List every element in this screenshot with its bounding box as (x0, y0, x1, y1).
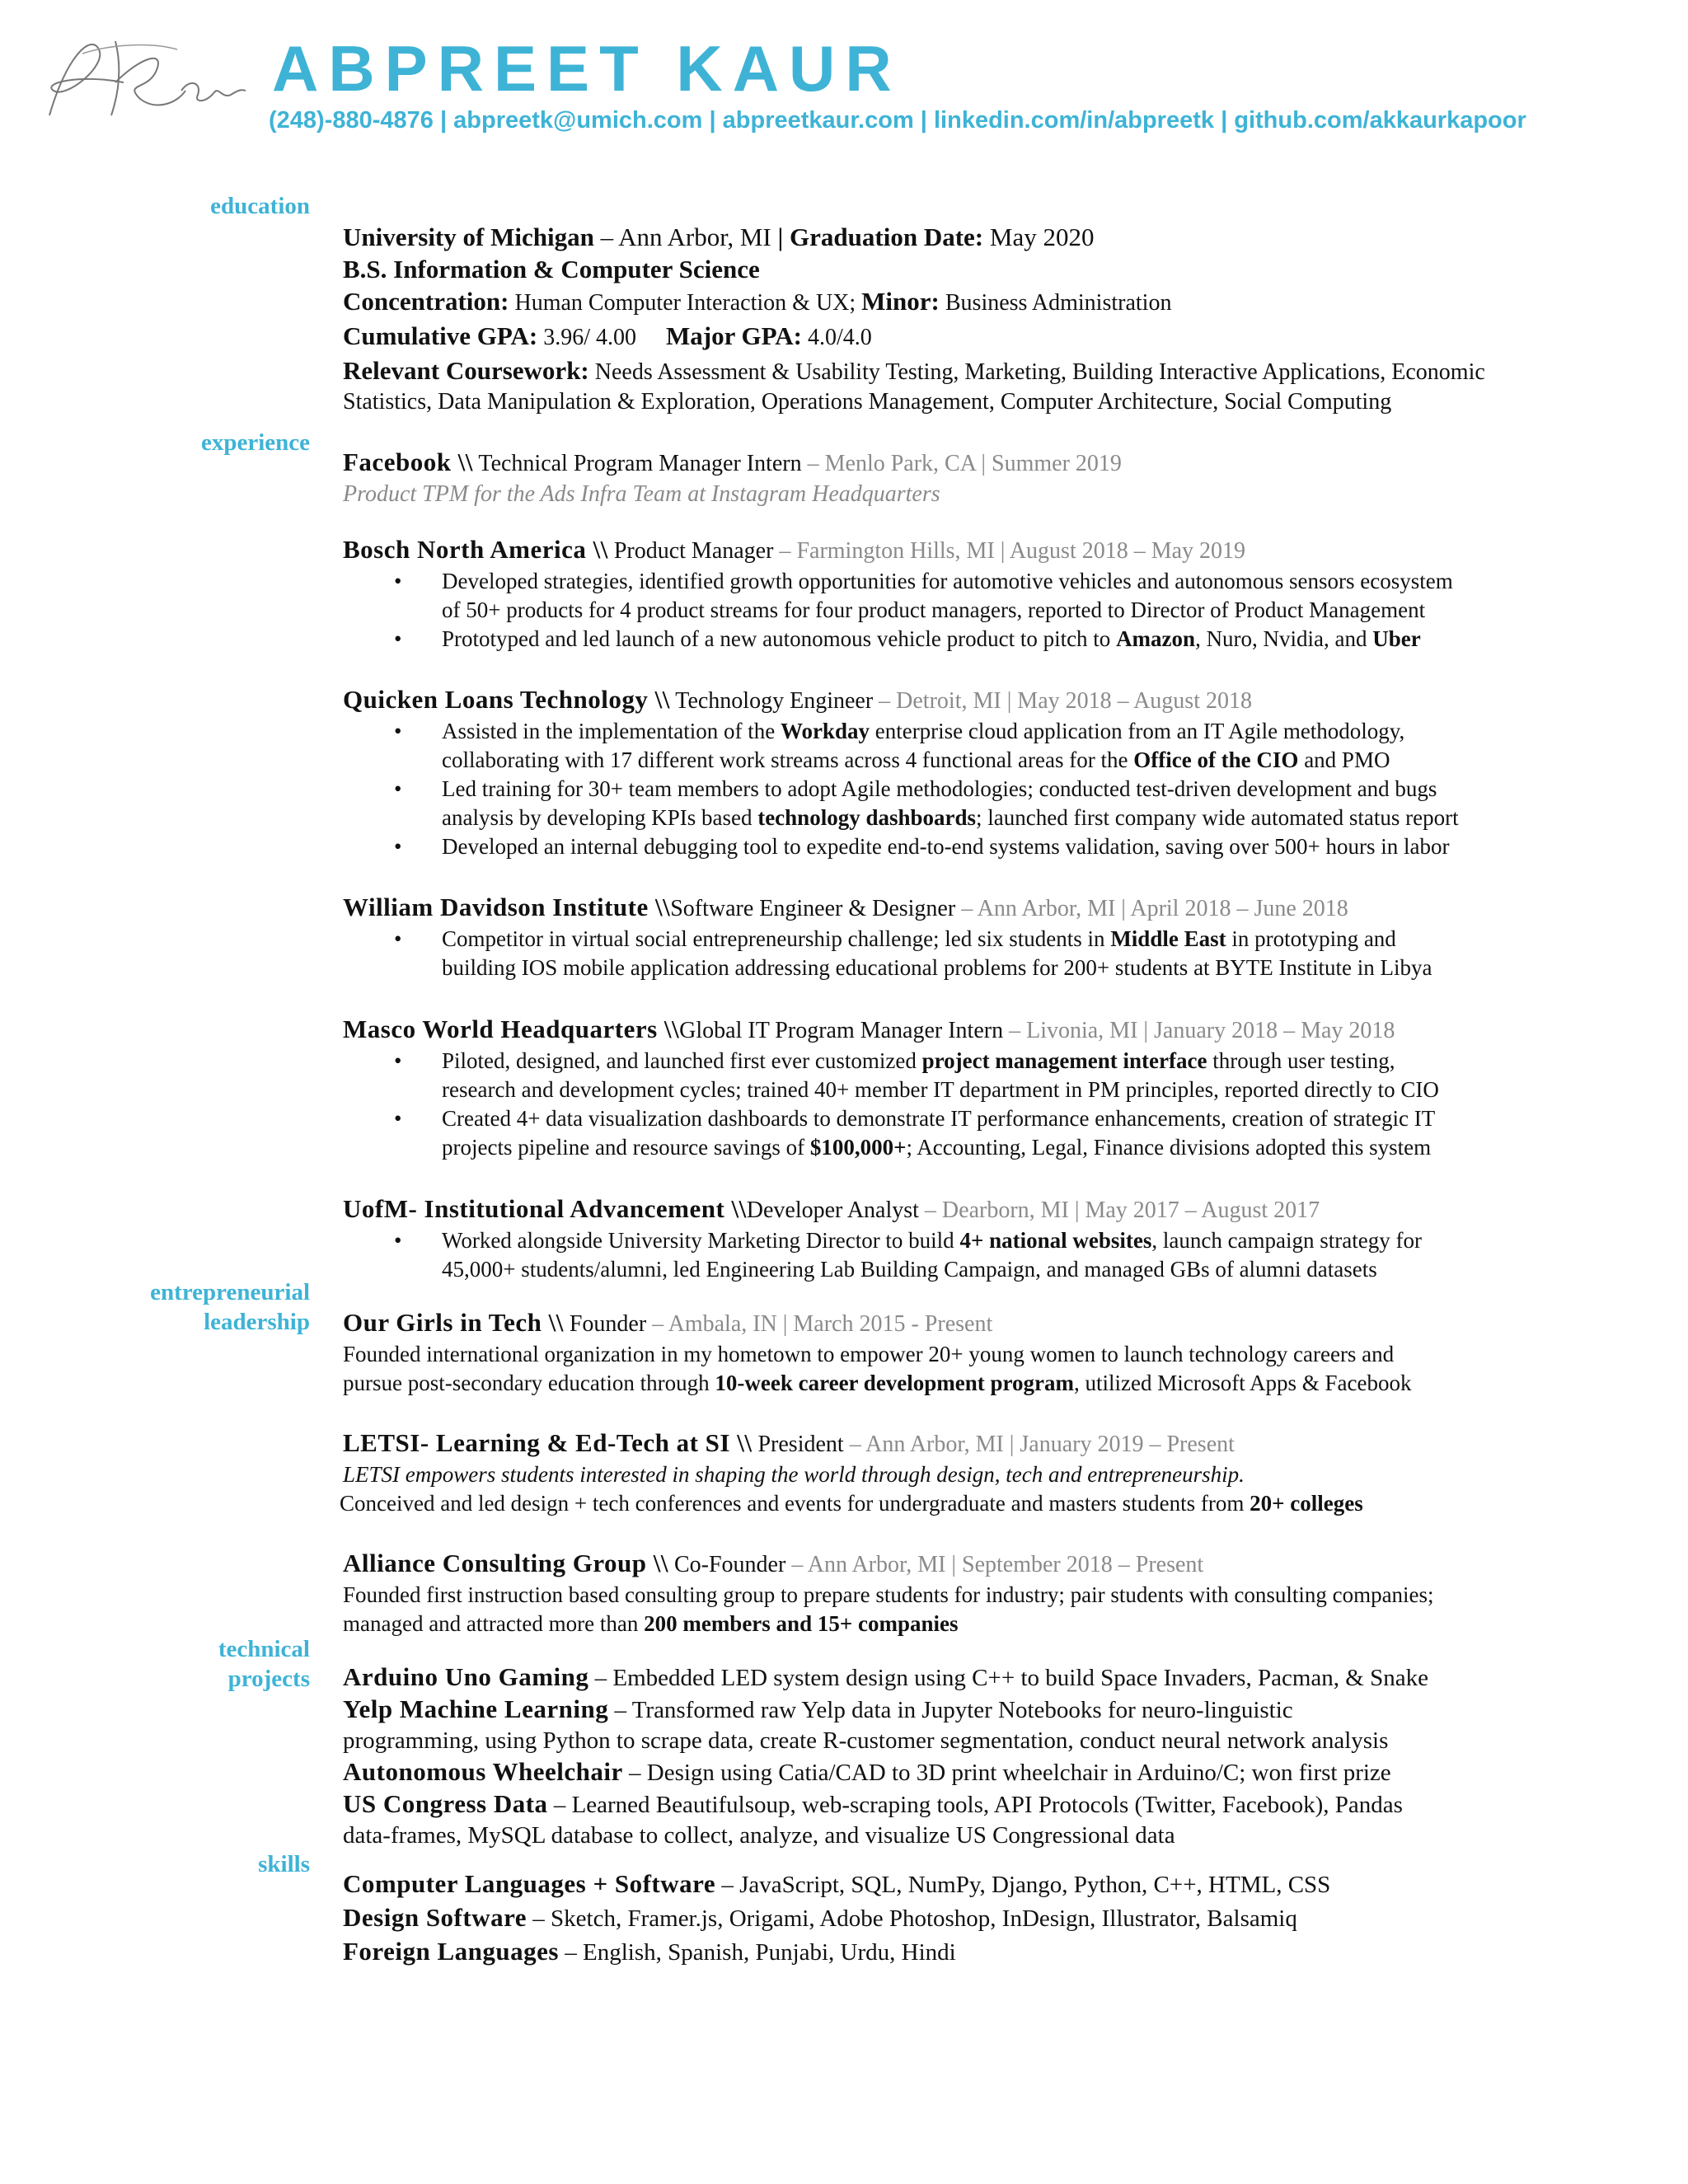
list-item: • Developed an internal debugging tool to expedite end-to-end systems validation, saving over 500+ hours in labor (343, 832, 1629, 861)
experience-uofm: UofM- Institutional Advancement \\Developer Analyst – Dearborn, MI | May 2017 – August 2017 • Worked alongside University Marketing Director to build 4+ national websites, launch campaign strategy for 45,000+ students/alumni, led Engineering Lab Building Campaign, and managed GBs of alumni datasets (343, 1193, 1629, 1284)
phone: (248)-880-4876 (269, 107, 434, 134)
education-coursework-cont: Statistics, Data Manipulation & Exploration, Operations Management, Computer Architecture, Social Computing (343, 389, 1392, 415)
list-item: • Worked alongside University Marketing Director to build 4+ national websites, launch campaign strategy for 45,000+ students/alumni, led Engineering Lab Building Campaign, and managed GBs of alumni datasets (343, 1226, 1629, 1284)
leadership-ogit: Our Girls in Tech \\ Founder – Ambala, IN | March 2015 - Present Founded international organization in my hometown to empower 20+ young women to launch technology careers and pursue post-secondary education through 10-week career development program, utilized Microsoft Apps & Facebook (343, 1308, 1412, 1395)
education-coursework: Relevant Coursework: Needs Assessment & Usability Testing, Marketing, Building Interactive Applications, Economic (343, 356, 1485, 385)
github-link[interactable]: github.com/akkaurkapoor (1234, 107, 1526, 134)
linkedin-link[interactable]: linkedin.com/in/abpreetk (933, 107, 1215, 134)
website-link[interactable]: abpreetkaur.com (722, 107, 914, 134)
education-concentration: Concentration: Human Computer Interaction & UX; Minor: Business Administration (343, 287, 1172, 316)
list-item: • Piloted, designed, and launched first ever customized project management interface through user testing, research and development cycles; trained 40+ member IT department in PM principles, reported directly to CIO (343, 1047, 1629, 1104)
education-section (343, 221, 1629, 417)
list-item: • Assisted in the implementation of the Workday enterprise cloud application from an IT Agile methodology, collaborating with 17 different work streams across 4 functional areas for the Office of the CIO and PMO (343, 717, 1629, 775)
skills-design: Design Software – Sketch, Framer.js, Origami, Adobe Photoshop, InDesign, Illustrator, Balsamiq (343, 1903, 1297, 1932)
list-item: • Led training for 30+ team members to adopt Agile methodologies; conducted test-driven development and bugs analysis by developing KPIs based technology dashboards; launched first company wide automated status report (343, 775, 1629, 832)
experience-masco: Masco World Headquarters \\Global IT Program Manager Intern – Livonia, MI | January 2018 – May 2018 • Piloted, designed, and launched first ever customized project management interface through user testing, research and development cycles; trained 40+ member IT department in PM principles, reported directly to CIO • Created 4+ data visualization dashboards to demonstrate IT performance enhancements, creation of strategic IT projects pipeline and resource savings of $100,000+; Accounting, Legal, Finance divisions adopted this system (343, 1014, 1629, 1162)
education-gpa: Cumulative GPA: 3.96/ 4.00 Major GPA: 4.0/4.0 (343, 321, 872, 350)
list-item: • Prototyped and led launch of a new autonomous vehicle product to pitch to Amazon, Nuro, Nvidia, and Uber (343, 625, 1629, 654)
email-link[interactable]: abpreetk@umich.com (453, 107, 703, 134)
project-yelp: Yelp Machine Learning – Transformed raw Yelp data in Jupyter Notebooks for neuro-linguistic (343, 1694, 1293, 1723)
skills-section (343, 1868, 1629, 1969)
section-label-education: education (210, 193, 310, 219)
project-wheelchair: Autonomous Wheelchair – Design using Catia/CAD to 3D print wheelchair in Arduino/C; won first prize (343, 1757, 1391, 1786)
experience-bosch: Bosch North America \\ Product Manager – Farmington Hills, MI | August 2018 – May 2019 • Developed strategies, identified growth opportunities for automotive vehicles and autonomous sensors ecosystem of 50+ products for 4 product streams for four product managers, reported to Director of Product Management • Prototyped and led launch of a new autonomous vehicle product to pitch to Amazon, Nuro, Nvidia, and Uber (343, 534, 1629, 654)
list-item: • Developed strategies, identified growth opportunities for automotive vehicles and autonomous sensors ecosystem of 50+ products for 4 product streams for four product managers, reported to Director of Product Management (343, 567, 1629, 625)
section-label-experience: experience (200, 429, 310, 456)
skills-foreign: Foreign Languages – English, Spanish, Punjabi, Urdu, Hindi (343, 1937, 956, 1966)
section-label-leadership: entrepreneurial leadership (150, 1279, 310, 1335)
signature-image (33, 25, 247, 132)
leadership-letsi: LETSI- Learning & Ed-Tech at SI \\ President – Ann Arbor, MI | January 2019 – Present LETSI empowers students interested in shaping the world through design, tech and entrepreneurship. Conceived and led design + tech conferences and events for undergraduate and masters students from 20+ colleges (340, 1428, 1363, 1516)
contact-line: (248)-880-4876 | abpreetk@umich.com | abpreetkaur.com | linkedin.com/in/abpreetk | github.com/akkaurkapoor (269, 107, 1526, 134)
candidate-name: ABPREET KAUR (272, 32, 902, 105)
experience-quicken: Quicken Loans Technology \\ Technology Engineer – Detroit, MI | May 2018 – August 2018 • Assisted in the implementation of the Workday enterprise cloud application from an IT Agile methodology, collaborating with 17 different work streams across 4 functional areas for the Office of the CIO and PMO • Led training for 30+ team members to adopt Agile methodologies; conducted test-driven development and bugs analysis by developing KPIs based technology dashboards; launched first company wide automated status report • Developed an internal debugging tool to expedite end-to-end systems validation, saving over 500+ hours in labor (343, 684, 1629, 861)
projects-section: Arduino Uno Gaming – Embedded LED system design using C++ to build Space Invaders, Pacman, & Snake Yelp Machine Learning – Transformed raw Yelp data in Jupyter Notebooks for neuro-linguistic programming, using Python to scrape data, create R-customer segmentation, conduct neural network analysis Autonomous Wheelchair – Design using Catia/CAD to 3D print wheelchair in Arduino/C; won first prize US Congress Data – Learned Beautifulsoup, web-scraping tools, API Protocols (Twitter, Facebook), Pandas data-frames, MySQL database to collect, analyze, and visualize US Congressional data (343, 1661, 1629, 1851)
project-congress: US Congress Data – Learned Beautifulsoup, web-scraping tools, API Protocols (Twitter, Facebook), Pandas (343, 1789, 1403, 1818)
section-label-projects: technical projects (218, 1636, 310, 1692)
experience-facebook: Facebook \\ Technical Program Manager Intern – Menlo Park, CA | Summer 2019 Product TPM for the Ads Infra Team at Instagram Headquarters (343, 448, 1122, 507)
leadership-alliance: Alliance Consulting Group \\ Co-Founder – Ann Arbor, MI | September 2018 – Present Founded first instruction based consulting group to prepare students for industry; pair students with consulting companies; managed and attracted more than 200 members and 15+ companies (343, 1549, 1434, 1636)
list-item: • Competitor in virtual social entrepreneurship challenge; led six students in Middle East in prototyping and building IOS mobile application addressing educational problems for 200+ students at BYTE Institute in Libya (343, 925, 1629, 982)
skills-languages: Computer Languages + Software – JavaScript, SQL, NumPy, Django, Python, C++, HTML, CSS (343, 1869, 1331, 1898)
education-school-line: University of Michigan – Ann Arbor, MI | Graduation Date: May 2020 (343, 223, 1095, 251)
project-arduino: Arduino Uno Gaming – Embedded LED system design using C++ to build Space Invaders, Pacman, & Snake (343, 1662, 1428, 1691)
section-label-skills: skills (258, 1851, 310, 1877)
experience-wdi: William Davidson Institute \\Software Engineer & Designer – Ann Arbor, MI | April 2018 – June 2018 • Competitor in virtual social entrepreneurship challenge; led six students in Middle East in prototyping and building IOS mobile application addressing educational problems for 200+ students at BYTE Institute in Libya (343, 892, 1629, 982)
education-degree: B.S. Information & Computer Science (343, 255, 760, 284)
list-item: • Created 4+ data visualization dashboards to demonstrate IT performance enhancements, creation of strategic IT projects pipeline and resource savings of $100,000+; Accounting, Legal, Finance divisions adopted this system (343, 1104, 1629, 1162)
